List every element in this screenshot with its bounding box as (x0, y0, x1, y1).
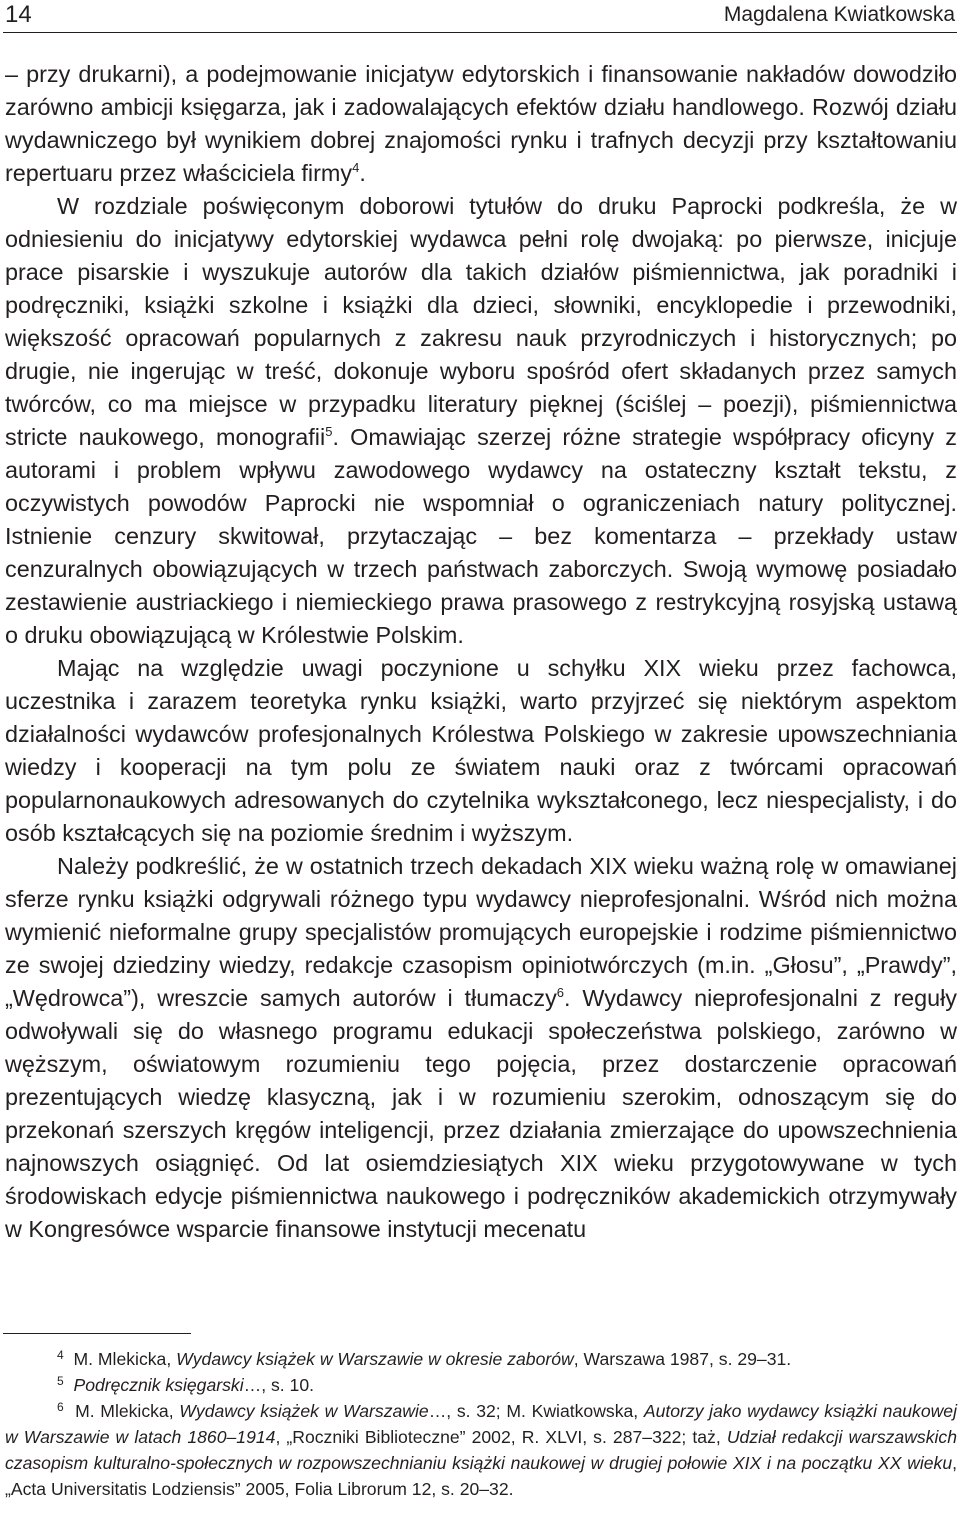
footnote-rule (3, 1333, 191, 1334)
footnote-6-number: 6 (57, 1400, 64, 1414)
footnote-6-mid-1: …, s. 32; M. Kwiatkowska, (428, 1401, 644, 1421)
footnote-ref-6: 6 (556, 985, 565, 1000)
footnote-6-title-1: Wydawcy książek w Warszawie (179, 1401, 429, 1421)
paragraph-4-text-b: . Wydawcy nieprofesjonalni z reguły odwoływali się do własnego programu edukacji społeczeństwa polskiego, zarówno w węższym, oświatowym rozumieniu tego pojęcia, przez dostarczenie opracowań prezentujących wiedzę klasyczną, jak i w rozumieniu szerokim, odnoszącym się do przekonań szerszych kręgów inteligencji, przez działania zmierzające do upowszechnienia najnowszych osiągnięć. Od lat osiemdziesiątych XIX wieku przygotowywane w tych środowiskach edycje piśmiennictwa naukowego i podręczników akademickich otrzymywały w Kongresówce wsparcie finansowe instytucji mecenatu (5, 985, 957, 1242)
paragraph-1-text: – przy drukarni), a podejmowanie inicjatyw edytorskich i finansowanie nakładów dowodziło zarówno ambicji księgarza, jak i zadowalających efektów działu handlowego. Rozwój działu wydawniczego był wynikiem dobrej znajomości rynku i trafnych decyzji przy kształtowaniu repertuaru przez właściciela firmy (5, 61, 957, 186)
footnote-4-title: Wydawcy książek w Warszawie w okresie zaborów (176, 1349, 574, 1369)
paragraph-3: Mając na względzie uwagi poczynione u schyłku XIX wieku przez fachowca, uczestnika i zarazem teoretyka rynku książki, warto przyjrzeć się niektórym aspektom działalności wydawców profesjonalnych Królestwa Polskiego w zakresie upowszechniania wiedzy i kooperacji na tym polu ze światem nauki oraz z twórcami opracowań popularnonaukowych adresowanych do czytelnika wykształconego, lecz niespecjalisty, i do osób kształcących się na poziomie średnim i wyższym. (5, 655, 957, 846)
footnote-6-mid-2: , „Roczniki Biblioteczne” 2002, R. XLVI, s. 287–322; taż, (275, 1427, 727, 1447)
footnote-5-rest: …, s. 10. (243, 1375, 315, 1395)
paragraph-2-text-a: W rozdziale poświęconym doborowi tytułów do druku Paprocki podkreśla, że w odniesieniu do inicjatywy edytorskiej wydawca pełni rolę dwojaką: po pierwsze, inicjuje prace pisarskie i wyszukuje autorów dla takich działów piśmiennictwa, jak poradniki i podręczniki, książki szkolne i książki dla dzieci, słowniki, encyklopedie i przewodniki, większość opracowań popularnych z zakresu nauk przyrodniczych i historycznych; po drugie, nie ingerując w treść, dokonuje wyboru spośród ofert składanych przez samych twórców, co ma miejsce w przypadku literatury pięknej (ściślej – poezji), piśmiennictwa stricte naukowego, monografii (5, 193, 957, 450)
footnote-6-author: M. Mlekicka, (75, 1401, 180, 1421)
paragraph-1 (5, 58, 957, 190)
footnote-4 (5, 1346, 957, 1372)
body-text (5, 58, 957, 1246)
header-rule (3, 32, 957, 33)
footnote-6-rest: , „Acta Universitatis Lodziensis” 2005, Folia Librorum 12, s. 20–32. (5, 1453, 957, 1499)
paragraph-1-end: . (359, 160, 366, 186)
footnote-ref-4: 4 (352, 160, 360, 175)
footnote-4-number: 4 (57, 1348, 64, 1362)
footnote-6-title-3: Udział redakcji warszawskich czasopism kulturalno-społecznych w rozpowszechnianiu książki naukowej w drugiej połowie XIX i na początku XX wieku (5, 1427, 958, 1473)
footnote-4-author: M. Mlekicka, (73, 1349, 177, 1369)
page-number: 14 (5, 1, 32, 28)
footnote-5-number: 5 (57, 1374, 64, 1388)
page-header (5, 0, 955, 30)
footnotes (5, 1346, 957, 1502)
footnote-5 (5, 1372, 957, 1398)
paragraph-4-text-a: Należy podkreślić, że w ostatnich trzech dekadach XIX wieku ważną rolę w omawianej sferze rynku książki odgrywali różnego typu wydawcy nieprofesjonalni. Wśród nich można wymienić nieformalne grupy specjalistów promujących europejskie i rodzime piśmiennictwo ze swojej dziedziny wiedzy, redakcje czasopism opiniotwórczych (m.in. „Głosu”, „Prawdy”, „Wędrowca”), wreszcie samych autorów i tłumaczy (5, 853, 957, 1011)
footnote-ref-5: 5 (325, 424, 333, 439)
footnote-5-title: Podręcznik księgarski (73, 1375, 244, 1395)
paragraph-4 (5, 850, 957, 1246)
paragraph-2-text-b: . Omawiając szerzej różne strategie współpracy oficyny z autorami i problem wpływu zawodowego wydawcy na ostateczny kształt tekstu, z oczywistych powodów Paprocki nie wspomniał o ograniczeniach natury politycznej. Istnienie cenzury skwitował, przytaczając – bez komentarza – przekłady ustaw cenzuralnych obowiązujących w trzech państwach zaborczych. Swoją wymowę posiadało zestawienie austriackiego i niemieckiego prawa prasowego z restrykcyjną rosyjską ustawą o druku obowiązującą w Królestwie Polskim. (5, 424, 957, 648)
paragraph-2 (5, 190, 957, 652)
footnote-6 (5, 1398, 957, 1502)
footnote-6-title-2: Autorzy jako wydawcy książki naukowej w Warszawie w latach 1860–1914 (5, 1401, 957, 1447)
footnote-4-rest: , Warszawa 1987, s. 29–31. (573, 1349, 792, 1369)
running-head: Magdalena Kwiatkowska (723, 3, 955, 26)
